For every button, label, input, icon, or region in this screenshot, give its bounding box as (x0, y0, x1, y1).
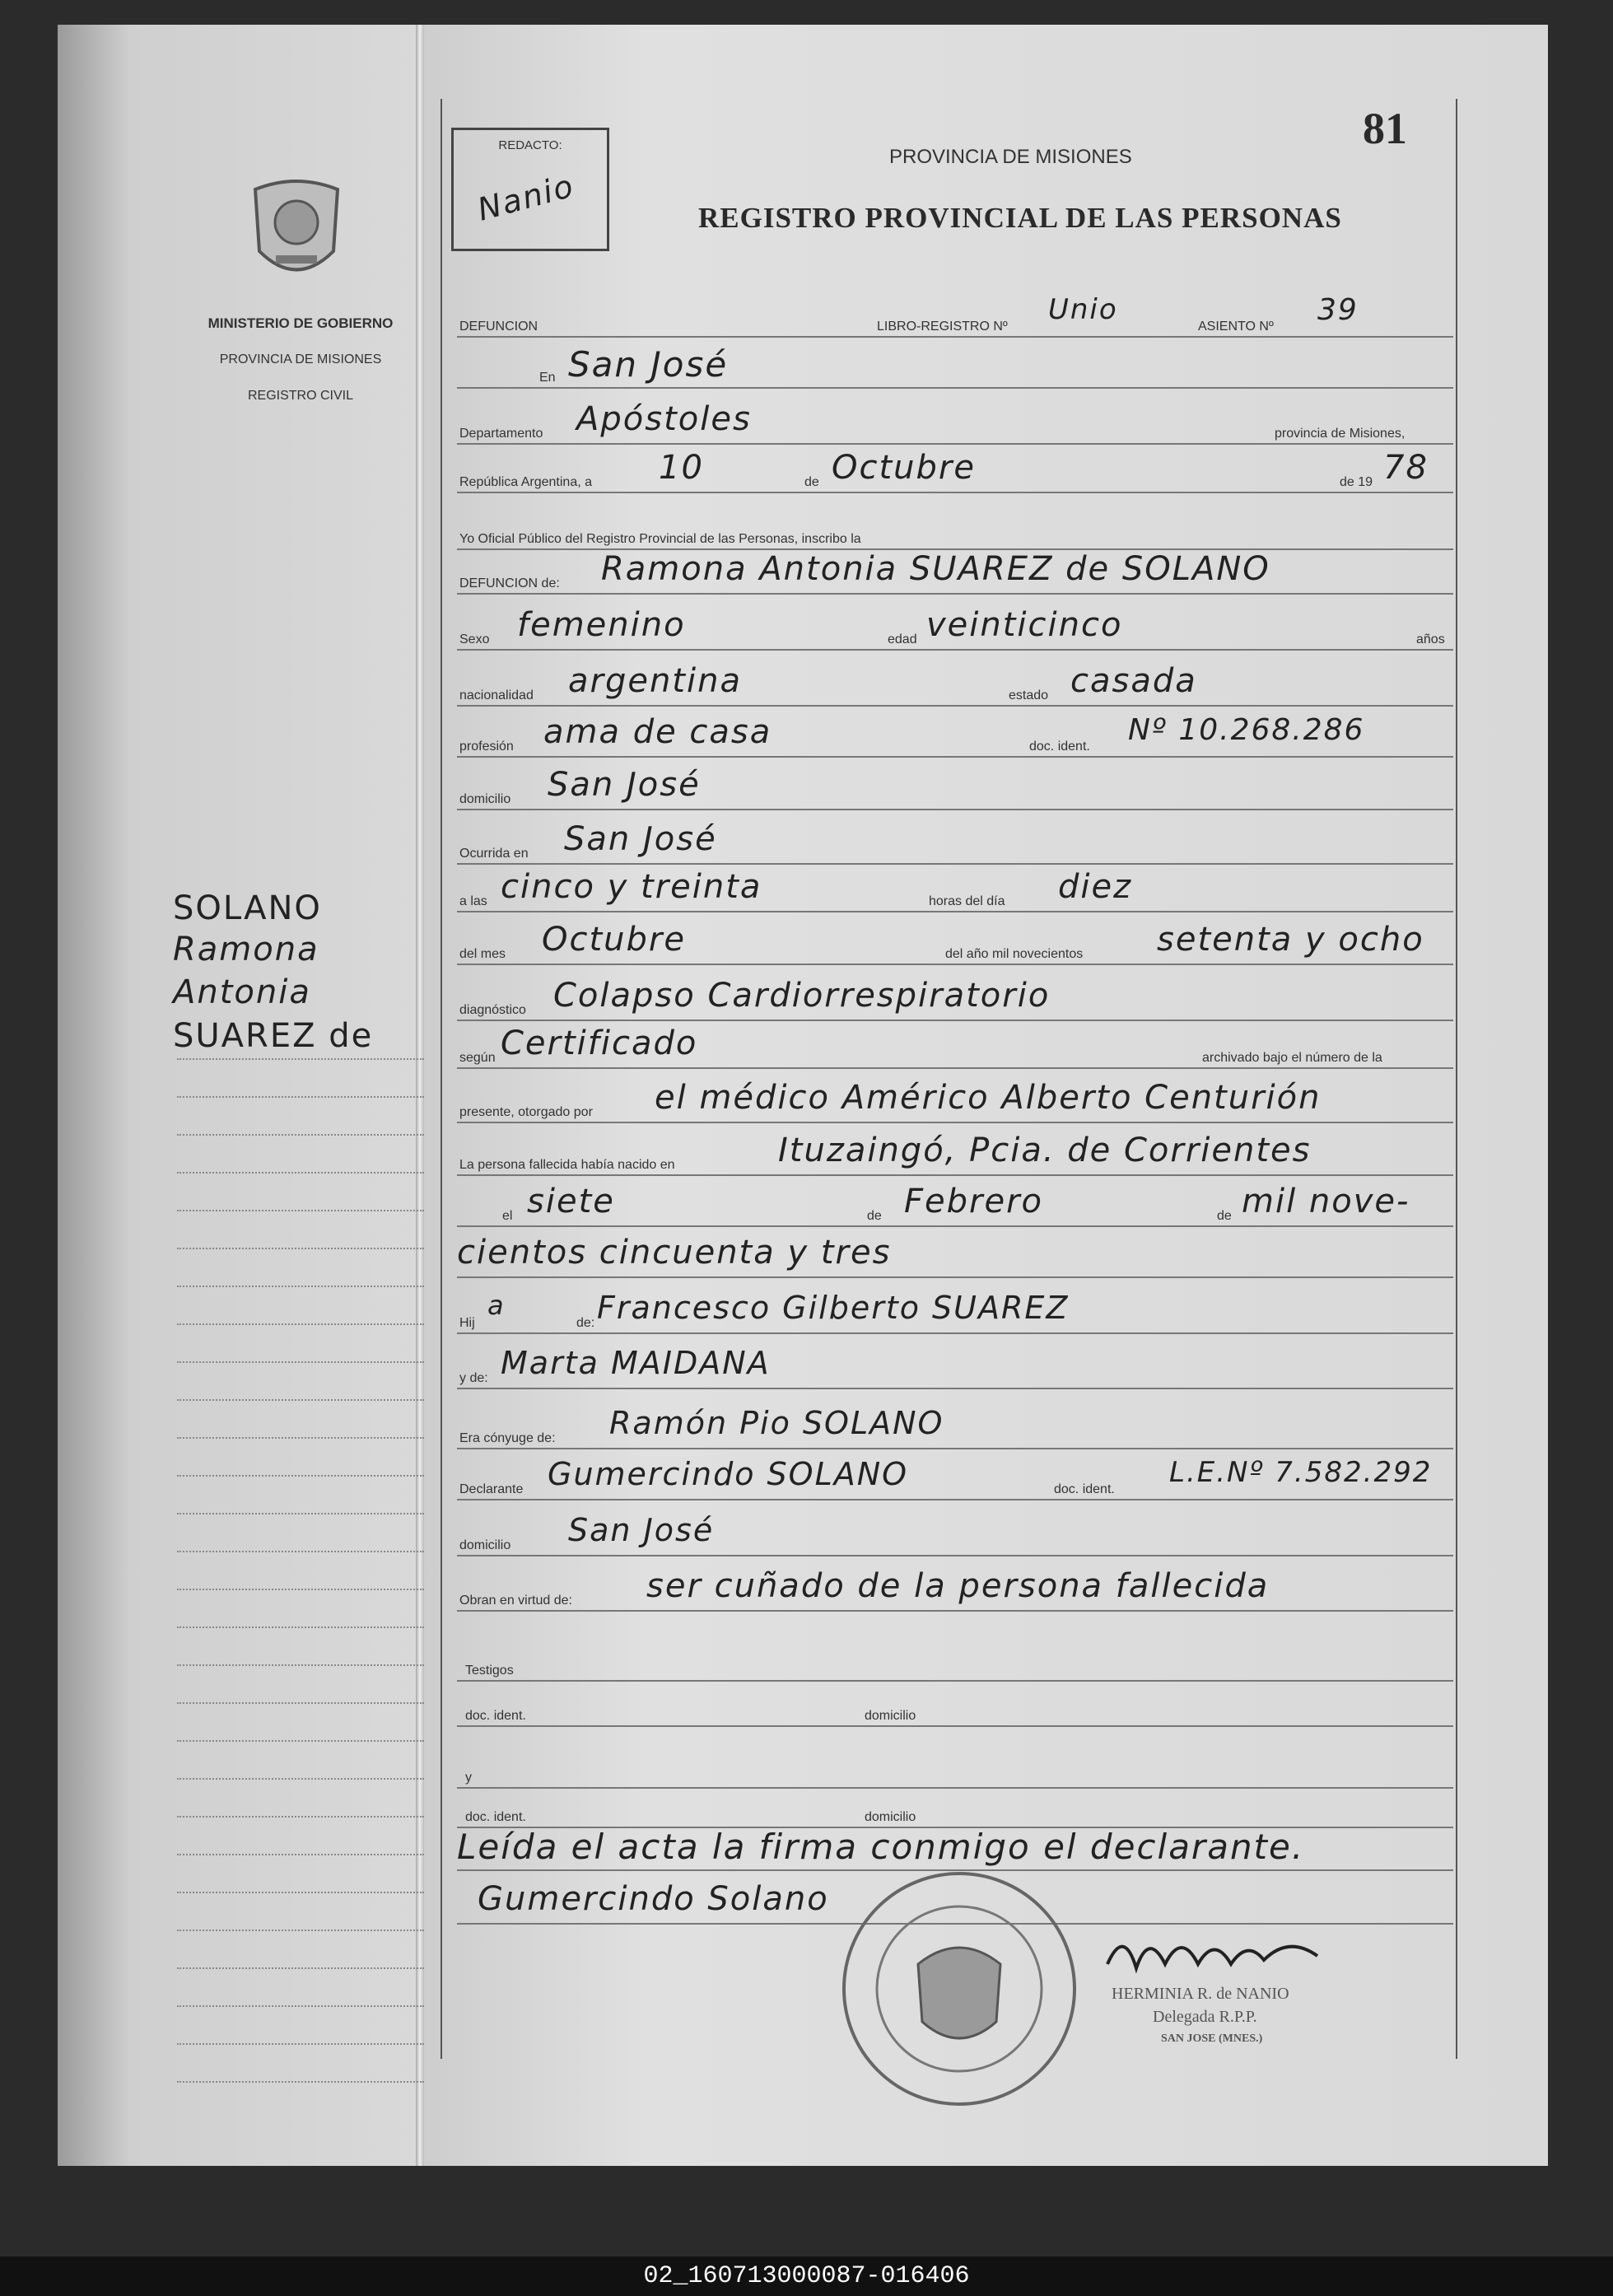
form-rule-line (457, 863, 1453, 865)
form-value-nac-month: Febrero (904, 1183, 1043, 1220)
margin-note-line-1: SOLANO (173, 889, 322, 927)
form-rule-line (457, 1499, 1453, 1500)
form-label-nacionalidad-label: nacionalidad (459, 688, 534, 702)
margin-dotted-line (177, 1399, 424, 1401)
form-value-dia-value: diez (1058, 868, 1133, 906)
province-title-left: PROVINCIA DE MISIONES (219, 352, 382, 366)
form-value-day-value: 10 (659, 449, 704, 487)
book-spine (416, 25, 424, 2166)
form-label-year-prefix: de 19 (1340, 475, 1373, 489)
margin-dotted-line (177, 1475, 424, 1477)
form-rule-line (457, 1332, 1453, 1334)
margin-note-line-2: Ramona (173, 931, 319, 968)
form-label-nac-de2-label: de (1217, 1209, 1232, 1223)
form-label-t2-doc-label: doc. ident. (465, 1810, 526, 1824)
form-label-nac-de-label: de (867, 1209, 882, 1223)
margin-dotted-line (177, 1210, 424, 1211)
form-value-doc-value: Nº 10.268.286 (1128, 713, 1365, 747)
margin-dotted-line (177, 1930, 424, 1931)
margin-dotted-line (177, 1702, 424, 1704)
form-label-decl-doc-label: doc. ident. (1054, 1482, 1115, 1496)
margin-dotted-line (177, 1058, 424, 1060)
form-label-segun-label: según (459, 1051, 496, 1065)
form-value-conyuge-value: Ramón Pio SOLANO (609, 1405, 944, 1441)
form-rule-line (457, 443, 1453, 445)
form-rule-line (457, 809, 1453, 810)
form-value-sexo-value: femenino (517, 606, 686, 644)
form-label-madre-label: y de: (459, 1371, 488, 1385)
margin-dotted-line (177, 1740, 424, 1742)
form-value-domicilio-value: San José (548, 766, 701, 804)
form-label-edad-label: edad (888, 632, 917, 646)
margin-dotted-line (177, 1892, 424, 1893)
form-rule-line (457, 964, 1453, 965)
margin-dotted-line (177, 1096, 424, 1098)
form-label-estado-label: estado (1009, 688, 1049, 702)
form-rule-line (457, 336, 1453, 338)
margin-dotted-line (177, 2043, 424, 2045)
form-rule-line (457, 1448, 1453, 1449)
margin-note-line-4: SUAREZ de (173, 1017, 374, 1055)
form-value-nac-year1: mil nove- (1242, 1183, 1410, 1220)
margin-dotted-line (177, 1778, 424, 1780)
form-label-anio-label: del año mil novecientos (945, 947, 1084, 961)
form-value-edad-value: veinticinco (926, 606, 1123, 644)
form-label-horas-label: horas del día (929, 894, 1005, 908)
form-rule-line (457, 1388, 1453, 1389)
province-title: PROVINCIA DE MISIONES (889, 146, 1132, 168)
form-label-hij-label: Hij (459, 1316, 475, 1330)
margin-dotted-line (177, 1323, 424, 1325)
form-label-provincia-label: provincia de Misiones, (1275, 427, 1406, 441)
form-rule-line (457, 1122, 1453, 1123)
form-rule-line (457, 387, 1453, 389)
form-value-presente-value: el médico Américo Alberto Centurión (655, 1079, 1322, 1117)
form-value-delmes-value: Octubre (542, 921, 686, 959)
image-caption: 02_160713000087-016406 (0, 2256, 1613, 2296)
form-rule-line (457, 1787, 1453, 1789)
form-label-doc-label: doc. ident. (1029, 740, 1090, 754)
form-value-estado-value: casada (1070, 662, 1197, 700)
form-label-padre-label: de: (576, 1316, 595, 1330)
form-label-declarante-label: Declarante (459, 1482, 524, 1496)
signer-name: HERMINIA R. de NANIO (1112, 1985, 1289, 2003)
form-value-nacido-value: Ituzaingó, Pcia. de Corrientes (778, 1132, 1312, 1169)
form-label-ocurrida-label: Ocurrida en (459, 847, 529, 861)
form-rule-line (457, 1680, 1453, 1682)
margin-dotted-line (177, 1172, 424, 1174)
form-label-t-doc-label: doc. ident. (465, 1709, 526, 1723)
margin-dotted-line (177, 1437, 424, 1439)
form-label-alas-label: a las (459, 894, 487, 908)
form-label-republica-label: República Argentina, a (459, 475, 592, 489)
signer-place: SAN JOSE (MNES.) (1161, 2032, 1263, 2045)
redacto-label: REDACTO: (498, 138, 562, 152)
ministry-title: MINISTERIO DE GOBIERNO (207, 315, 394, 331)
form-label-conyuge-label: Era cónyuge de: (459, 1431, 556, 1445)
form-label-profesion-label: profesión (459, 740, 514, 754)
form-label-t-dom-label: domicilio (865, 1709, 916, 1723)
form-value-decl-doc-value: L.E.Nº 7.582.292 (1169, 1456, 1433, 1489)
margin-dotted-line (177, 2005, 424, 2007)
margin-dotted-line (177, 1286, 424, 1287)
margin-dotted-line (177, 1664, 424, 1666)
margin-dotted-line (177, 1967, 424, 1969)
form-label-domicilio-label: domicilio (459, 792, 511, 806)
registry-title-left: REGISTRO CIVIL (247, 389, 354, 403)
margin-dotted-line (177, 1134, 424, 1136)
page-number: 81 (1363, 104, 1407, 153)
form-label-testigos-label: Testigos (465, 1664, 514, 1678)
form-value-padre-value: Francesco Gilberto SUAREZ (597, 1290, 1070, 1326)
form-label-presente-label: presente, otorgado por (459, 1105, 593, 1119)
form-value-diagnostico-value: Colapso Cardiorrespiratorio (553, 977, 1051, 1015)
form-label-t2-dom-label: domicilio (865, 1810, 916, 1824)
form-rule-line (457, 593, 1453, 595)
form-label-anos-label: años (1416, 632, 1445, 646)
margin-dotted-line (177, 1626, 424, 1628)
form-label-diagnostico-label: diagnóstico (459, 1003, 526, 1017)
form-value-anio-value: setenta y ocho (1157, 921, 1424, 959)
form-value-declarante-value: Gumercindo SOLANO (548, 1456, 909, 1492)
margin-dotted-line (177, 1551, 424, 1552)
form-value-defuncion-value: Ramona Antonia SUAREZ de SOLANO (601, 550, 1270, 588)
coat-of-arms-icon (247, 177, 346, 292)
form-rule-line (457, 1725, 1453, 1727)
form-rule-line (457, 492, 1453, 493)
form-value-nac-day: siete (527, 1183, 615, 1220)
form-label-decl-dom-label: domicilio (459, 1538, 511, 1552)
form-label-defuncion-label: DEFUNCION de: (459, 576, 560, 590)
form-value-madre-value: Marta MAIDANA (501, 1345, 771, 1381)
left-page (58, 25, 420, 2166)
form-rule-line (457, 1555, 1453, 1556)
form-value-closing-value: Leída el acta la firma conmigo el declarante. (457, 1827, 1305, 1867)
form-rule-line (457, 1610, 1453, 1612)
form-value-alas-value: cinco y treinta (501, 868, 762, 906)
form-label-obran-label: Obran en virtud de: (459, 1594, 572, 1608)
margin-dotted-line (177, 1854, 424, 1855)
form-value-ocurrida-value: San José (564, 820, 717, 858)
form-label-departamento-label: Departamento (459, 427, 543, 441)
form-label-en-label: En (539, 371, 556, 385)
form-label-nacido-label: La persona fallecida había nacido en (459, 1158, 675, 1172)
redacto-box (451, 128, 609, 251)
form-value-nacionalidad-value: argentina (568, 662, 742, 700)
form-label-type-label: DEFUNCION (459, 320, 538, 334)
left-ruling-line (441, 99, 442, 2059)
form-value-asiento-value: 39 (1317, 293, 1359, 327)
margin-dotted-line (177, 1816, 424, 1818)
official-signature-icon (1099, 1923, 1330, 1981)
form-rule-line (457, 1225, 1453, 1227)
official-seal-icon (836, 1865, 1083, 2112)
form-rule-line (457, 1174, 1453, 1176)
form-value-nac-year2: cientos cincuenta y tres (457, 1234, 892, 1272)
form-rule-line (457, 649, 1453, 651)
signer-role: Delegada R.P.P. (1153, 2008, 1257, 2026)
form-value-obran-value: ser cuñado de la persona fallecida (646, 1567, 1270, 1605)
form-label-asiento-label: ASIENTO Nº (1198, 320, 1274, 334)
form-rule-line (457, 1067, 1453, 1069)
form-rule-line (457, 705, 1453, 707)
form-value-segun-value: Certificado (501, 1024, 698, 1062)
form-label-libro-label: LIBRO-REGISTRO Nº (877, 320, 1008, 334)
form-rule-line (457, 756, 1453, 758)
form-label-de-label: de (804, 475, 819, 489)
right-ruling-line (1456, 99, 1457, 2059)
form-value-year-value: 78 (1383, 449, 1429, 487)
form-value-signature-declarant: Gumercindo Solano (478, 1880, 829, 1918)
form-value-month-value: Octubre (832, 449, 976, 487)
margin-dotted-line (177, 1361, 424, 1363)
form-rule-line (457, 911, 1453, 912)
margin-dotted-line (177, 1589, 424, 1590)
form-value-departamento-value: Apóstoles (576, 400, 752, 438)
redacto-value: Nanio (473, 167, 579, 228)
form-label-sexo-label: Sexo (459, 632, 490, 646)
margin-note-line-3: Antonia (173, 973, 311, 1011)
form-value-libro-value: Unio (1048, 293, 1118, 326)
form-value-en-value: San José (568, 344, 729, 385)
form-label-el-label: el (502, 1209, 513, 1223)
form-label-oficial-text: Yo Oficial Público del Registro Provincial de las Personas, inscribo la (459, 532, 861, 546)
form-rule-line (457, 1020, 1453, 1021)
registry-title: REGISTRO PROVINCIAL DE LAS PERSONAS (698, 202, 1342, 234)
margin-dotted-line (177, 1513, 424, 1514)
margin-dotted-line (177, 2081, 424, 2083)
form-label-delmes-label: del mes (459, 947, 506, 961)
form-value-decl-dom-value: San José (568, 1512, 715, 1548)
form-rule-line (457, 1276, 1453, 1278)
margin-dotted-line (177, 1248, 424, 1249)
form-value-profesion-value: ama de casa (543, 713, 772, 751)
form-value-hij-suffix: a (487, 1290, 506, 1321)
form-label-y-label: y (465, 1771, 472, 1785)
form-label-archivado-label: archivado bajo el número de la (1202, 1051, 1382, 1065)
